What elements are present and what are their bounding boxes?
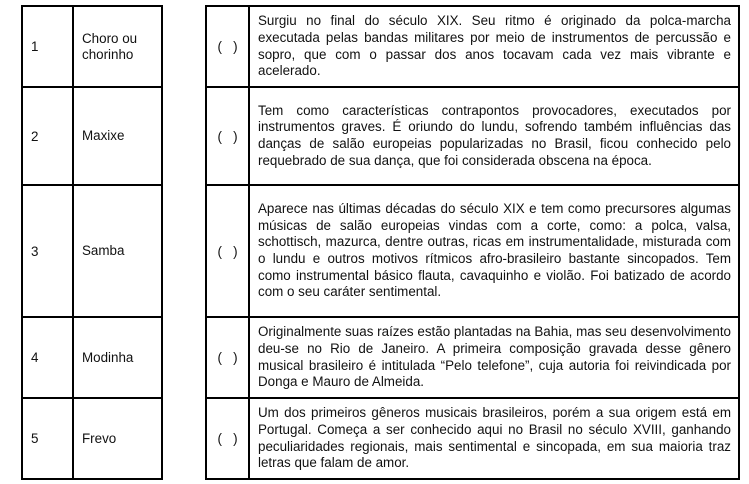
genre-description: Tem como características contrapontos provocadores, executados por instrumentos graves. É oriundo do lundu, sofrendo também influências das danças de salão europeias popularizadas no Brasil, ficou conhecido pelo requebrado de sua dança, que foi considerada obscena na época. [249, 87, 739, 185]
genre-description: Um dos primeiros gêneros musicais brasileiros, porém a sua origem está em Portugal. Começa a ser conhecido aqui no Brasil no século XVIII, ganhando peculiaridades regionais, mais sentimental e sincopada, em sua maioria traz letras que falam de amor. [249, 398, 739, 479]
genre-description: Aparece nas últimas décadas do século XIX e tem como precursores algumas músicas de salão europeias vindas com a corte, como: a polca, valsa, schottisch, mazurca, dentre outras, ricas em instrumentalidade, misturada com o lundu e outros motivos rítmicos afro-brasileiro bastante sincopados. Tem como instrumental básico flauta, cavaquinho e violão. Foi batizado de acordo com o seu caráter sentimental. [249, 185, 739, 317]
answer-blank[interactable]: ( ) [206, 6, 249, 87]
genre-row [22, 317, 162, 398]
genre-row [22, 185, 162, 317]
genre-number: 1 [22, 6, 73, 87]
description-row [206, 6, 739, 87]
answer-blank[interactable]: ( ) [206, 317, 249, 398]
genre-description: Surgiu no final do século XIX. Seu ritmo é originado da polca-marcha executada pelas bandas militares por meio de instrumentos de percussão e sopro, que com o passar dos anos tocavam cada vez mais vibrante e acelerado. [249, 6, 739, 87]
description-row [206, 398, 739, 479]
description-row [206, 185, 739, 317]
genre-name: Samba [73, 185, 162, 317]
answer-blank[interactable]: ( ) [206, 185, 249, 317]
genre-row [22, 87, 162, 185]
genre-name: Modinha [73, 317, 162, 398]
genre-row [22, 6, 162, 87]
description-table [205, 5, 740, 480]
genre-number: 2 [22, 87, 73, 185]
genre-name: Frevo [73, 398, 162, 479]
answer-blank[interactable]: ( ) [206, 398, 249, 479]
genre-description: Originalmente suas raízes estão plantadas na Bahia, mas seu desenvolvimento deu-se no Rio de Janeiro. A primeira composição gravada desse gênero musical brasileiro é intitulada “Pelo telefone”, cuja autoria foi reivindicada por Donga e Mauro de Almeida. [249, 317, 739, 398]
genre-list-table [21, 5, 163, 480]
genre-number: 4 [22, 317, 73, 398]
answer-blank[interactable]: ( ) [206, 87, 249, 185]
genre-number: 3 [22, 185, 73, 317]
genre-row [22, 398, 162, 479]
genre-name: Maxixe [73, 87, 162, 185]
genre-number: 5 [22, 398, 73, 479]
genre-name: Choro ou chorinho [73, 6, 162, 87]
description-row [206, 317, 739, 398]
description-row [206, 87, 739, 185]
